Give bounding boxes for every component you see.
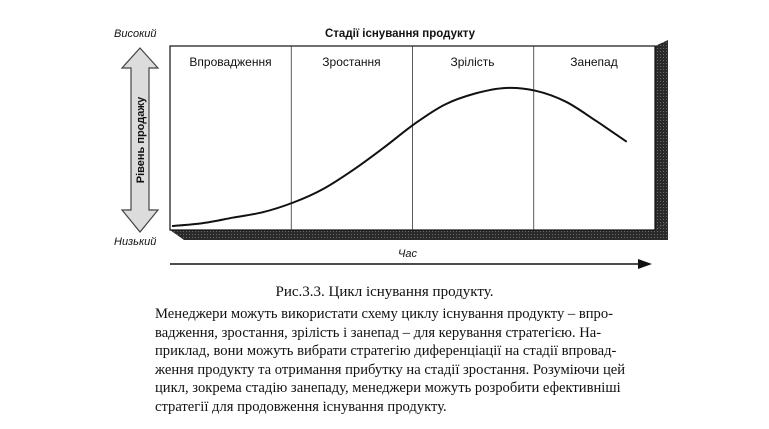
y-high-label: Високий bbox=[114, 28, 157, 40]
stage-label-growth: Зростання bbox=[322, 55, 381, 69]
paragraph-line: ження продукту та отримання прибутку на стадії зростання. Розуміючи цей bbox=[155, 361, 626, 378]
chart-title: Стадії існування продукту bbox=[325, 28, 476, 40]
stage-label-introduction: Впровадження bbox=[189, 55, 272, 69]
paragraph-line: приклад, вони можуть вибрати стратегію диференціації на стадії впровад- bbox=[155, 343, 617, 360]
box-side-shade bbox=[655, 40, 668, 230]
y-axis-label: Рівень продажу bbox=[135, 96, 147, 184]
stage-label-maturity: Зрілість bbox=[450, 55, 495, 69]
paragraph-line: вадження, зростання, зрілість і занепад – для керування стратегією. На- bbox=[155, 324, 602, 341]
stage-label-decline: Занепад bbox=[570, 55, 618, 69]
paragraph-line: стратегії для продовження існування продукту. bbox=[155, 398, 447, 415]
x-axis-label: Час bbox=[398, 248, 418, 260]
paragraph-line: цикл, зокрема стадію занепаду, менеджери можуть розробити ефективніші bbox=[155, 380, 621, 397]
paragraph-line: Менеджери можуть використати схему циклу існування продукту – впро- bbox=[155, 306, 613, 322]
figure-caption: Рис.3.3. Цикл існування продукту. bbox=[275, 284, 494, 300]
y-low-label: Низький bbox=[114, 236, 157, 248]
body-paragraph bbox=[155, 305, 690, 417]
time-axis-arrow-icon bbox=[638, 259, 652, 269]
